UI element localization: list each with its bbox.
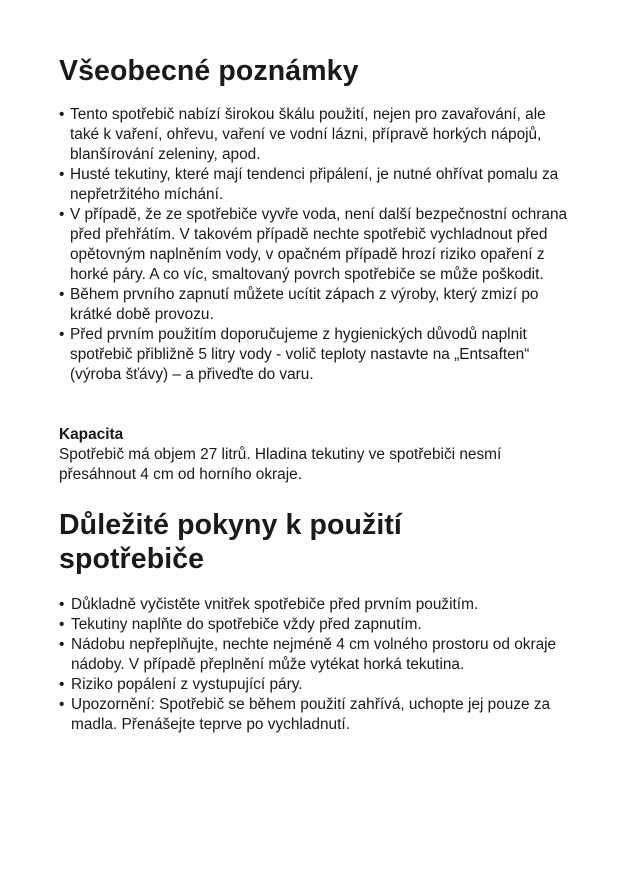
list-item: [59, 205, 569, 285]
list-item: [59, 695, 569, 735]
bullet-icon: •: [59, 616, 65, 633]
capacity-heading: Kapacita: [59, 426, 124, 443]
important-instructions-list: [59, 595, 569, 735]
list-item: [59, 325, 569, 385]
list-item: [59, 615, 569, 635]
heading-line-2: spotřebiče: [59, 543, 205, 575]
list-item: [59, 595, 569, 615]
list-item-text: Riziko popálení z vystupující páry.: [71, 676, 303, 693]
bullet-icon: •: [59, 676, 65, 693]
list-item-text: Před prvním použitím doporučujeme z hygienických důvodů naplnit spotřebič přibližně 5 litry vody - volič teploty nastavte na „Entsaften“ (výroba šťávy) – a přiveďte do varu.: [70, 326, 530, 383]
list-item: [59, 675, 569, 695]
general-notes-heading: Všeobecné poznámky: [59, 55, 359, 87]
bullet-icon: •: [59, 286, 65, 303]
list-item-text: Husté tekutiny, které mají tendenci připálení, je nutné ohřívat pomalu za nepřetržitého míchání.: [70, 166, 559, 203]
list-item: [59, 635, 569, 675]
bullet-icon: •: [59, 166, 65, 183]
list-item-text: Tekutiny naplňte do spotřebiče vždy před zapnutím.: [71, 616, 422, 633]
bullet-icon: •: [59, 206, 65, 223]
bullet-icon: •: [59, 636, 65, 653]
list-item-text: Během prvního zapnutí můžete ucítit zápach z výroby, který zmizí po krátké době provozu.: [70, 286, 539, 323]
list-item-text: Upozornění: Spotřebič se během použití zahřívá, uchopte jej pouze za madla. Přenášejte teprve po vychladnutí.: [71, 696, 551, 733]
bullet-icon: •: [59, 106, 65, 123]
general-notes-list: [59, 105, 569, 385]
bullet-icon: •: [59, 326, 65, 343]
list-item-text: V případě, že ze spotřebiče vyvře voda, není další bezpečnostní ochrana před přehřátím. V takovém případě nechte spotřebič vychladnout před opětovným naplněním vody, v opačném případě hrozí riziko opaření z horké páry. A co víc, smaltovaný povrch spotřebiče se může poškodit.: [70, 206, 568, 283]
bullet-icon: •: [59, 696, 65, 713]
list-item-text: Nádobu nepřeplňujte, nechte nejméně 4 cm volného prostoru od okraje nádoby. V případě přeplnění může vytékat horká tekutina.: [71, 636, 557, 673]
list-item: [59, 105, 569, 165]
bullet-icon: •: [59, 596, 65, 613]
list-item-text: Tento spotřebič nabízí širokou škálu použití, nejen pro zavařování, ale také k vaření, ohřevu, vaření ve vodní lázni, přípravě horkých nápojů, blanšírování zeleniny, apod.: [70, 106, 546, 163]
capacity-section: [59, 425, 569, 485]
list-item: [59, 285, 569, 325]
list-item: [59, 165, 569, 205]
capacity-text: Spotřebič má objem 27 litrů. Hladina tekutiny ve spotřebiči nesmí přesáhnout 4 cm od horního okraje.: [59, 446, 502, 483]
heading-line-1: Důležité pokyny k použití: [59, 509, 402, 541]
list-item-text: Důkladně vyčistěte vnitřek spotřebiče před prvním použitím.: [71, 596, 479, 613]
important-instructions-heading: [59, 508, 569, 576]
